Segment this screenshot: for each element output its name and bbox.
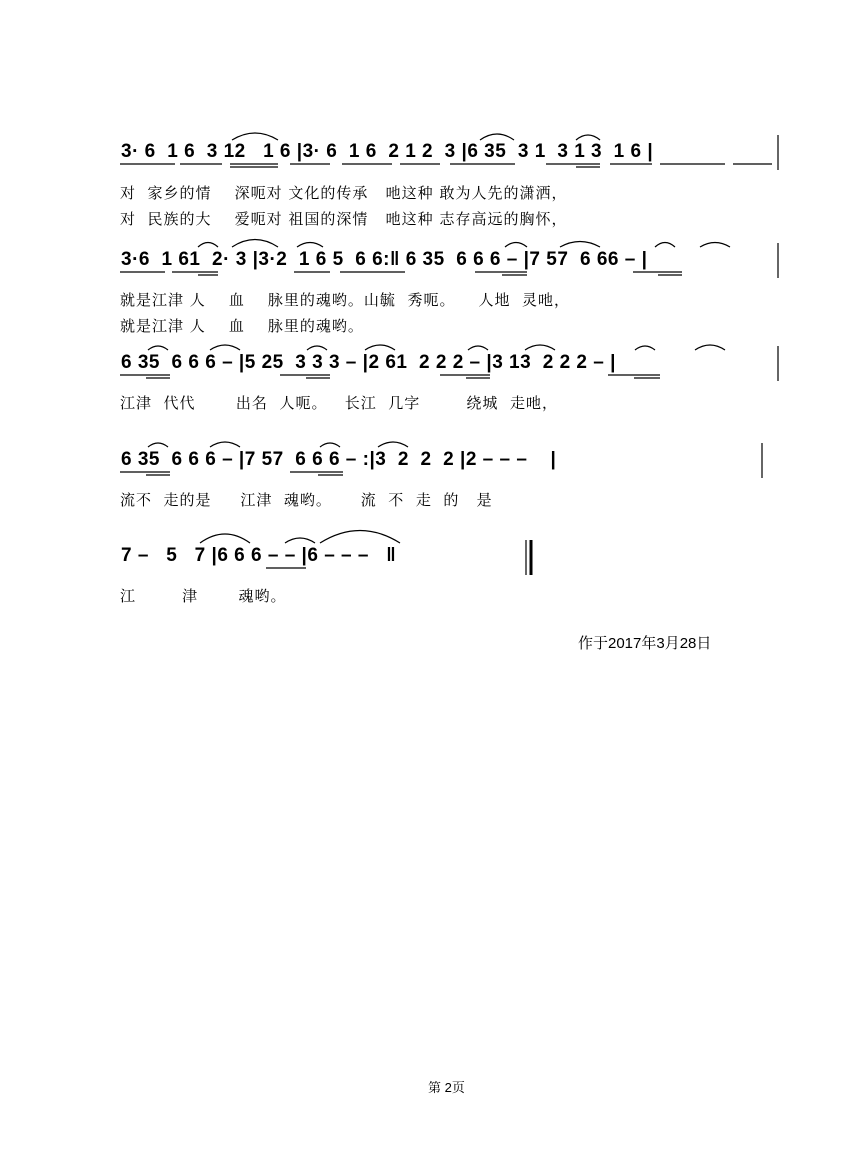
slur-2 xyxy=(480,134,514,140)
lyric-line-2b: 就是江津 人 血 脉里的魂哟。 xyxy=(120,317,364,335)
slur-24 xyxy=(285,538,315,543)
notation-line-5: 7 – 5 7 |6 6 6 – – |6 – – – ‖ xyxy=(121,545,397,566)
slur-11 xyxy=(148,346,168,350)
notation-line-2: 3·6 1 61 2· 3 |3·2 1 6 5 6 6:‖ 6 35 6 6 6 – |7 57 6 66 – | xyxy=(121,249,648,270)
lyric-line-5: 江 津 魂哟。 xyxy=(120,587,287,605)
lyric-line-1b: 对 民族的大 爱呃对 祖国的深情 吔这种 志存高远的胸怀， xyxy=(120,210,568,228)
lyric-line-4: 流不 走的是 江津 魂哟。 流 不 走 的 是 xyxy=(120,491,493,509)
slur-13 xyxy=(307,346,327,350)
slur-16 xyxy=(525,345,555,350)
lyric-line-1a: 对 家乡的情 深呃对 文化的传承 吔这种 敢为人先的潇洒， xyxy=(120,184,568,202)
slur-17 xyxy=(635,346,655,350)
slur-15 xyxy=(468,346,488,350)
slur-23 xyxy=(200,534,250,543)
notation-line-4: 6 35 6 6 6 – |7 57 6 6 6 – :|3 2 2 2 |2 – – – | xyxy=(121,449,557,470)
slur-1 xyxy=(232,133,278,140)
slur-25 xyxy=(320,531,400,544)
lyric-line-2a: 就是江津 人 血 脉里的魂哟。山毓 秀呃。 人地 灵吔， xyxy=(120,291,571,309)
date-note: 作于2017年3月28日 xyxy=(578,635,712,652)
page-number: 第 2页 xyxy=(428,1080,465,1095)
slur-4 xyxy=(198,243,218,248)
notation-line-3: 6 35 6 6 6 – |5 25 3 3 3 – |2 61 2 2 2 – |3 13 2 2 2 – | xyxy=(121,352,616,373)
slur-3 xyxy=(576,135,600,140)
slur-8 xyxy=(560,242,600,248)
slur-5 xyxy=(232,240,278,248)
slur-6 xyxy=(297,243,323,248)
slur-7 xyxy=(505,243,527,248)
slur-14 xyxy=(365,345,395,350)
slur-20 xyxy=(210,442,240,447)
slur-18 xyxy=(695,345,725,350)
slur-9 xyxy=(655,243,675,248)
lyric-line-3: 江津 代代 出名 人呃。 长江 几字 绕城 走吔， xyxy=(120,394,558,412)
slur-21 xyxy=(320,443,340,447)
slur-19 xyxy=(148,443,168,447)
notation-line-1: 3· 6 1 6 3 12 1 6 |3· 6 1 6 2 1 2 3 |6 35 3 1 3 1 3 1 6 | xyxy=(121,141,654,162)
slur-22 xyxy=(378,442,408,447)
slur-10 xyxy=(700,243,730,248)
slur-12 xyxy=(210,345,240,350)
